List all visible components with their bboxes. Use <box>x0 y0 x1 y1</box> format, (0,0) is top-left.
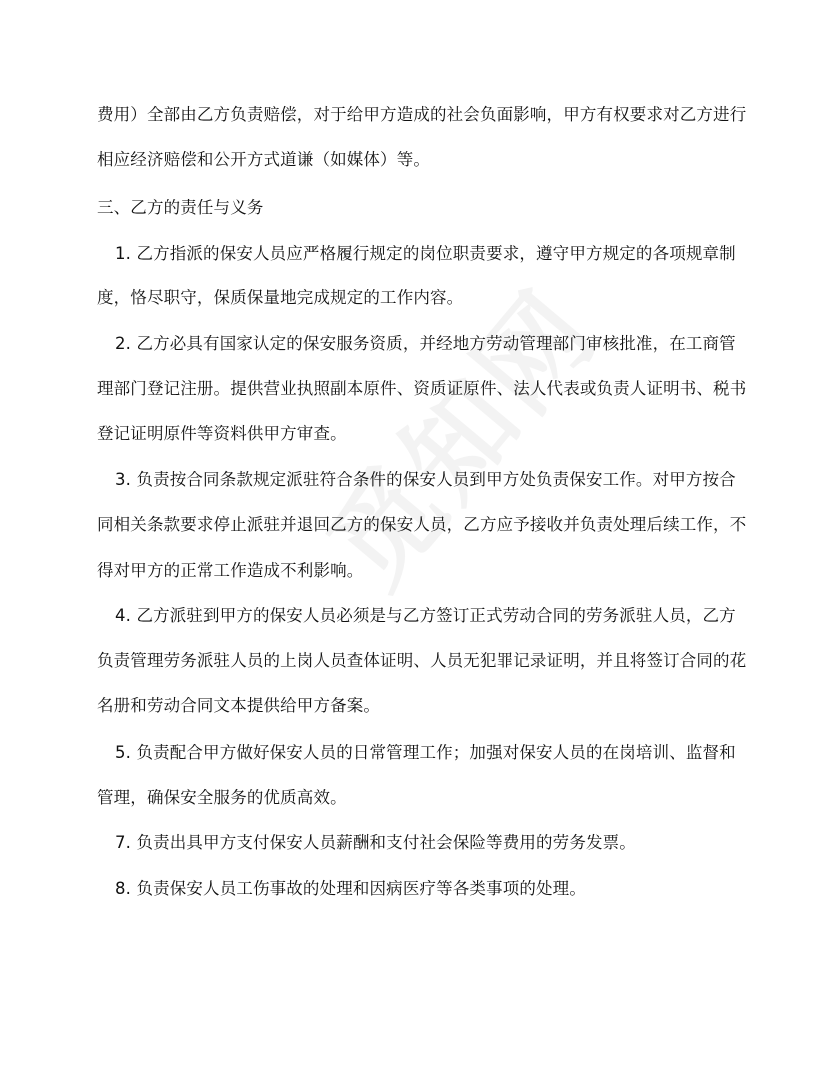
list-item-5-line: 管理，确保安全服务的优质高效。 <box>97 788 347 807</box>
list-item-2-line: 2. 乙方必具有国家认定的保安服务资质，并经地方劳动管理部门审核批准，在工商管 <box>115 334 736 353</box>
list-item-2-line: 理部门登记注册。提供营业执照副本原件、资质证原件、法人代表或负责人证明书、税书 <box>97 379 747 398</box>
list-item-3-line: 同相关条款要求停止派驻并退回乙方的保安人员，乙方应予接收并负责处理后续工作，不 <box>97 515 747 534</box>
list-item-7-line: 7. 负责出具甲方支付保安人员薪酬和支付社会保险等费用的劳务发票。 <box>115 833 636 852</box>
list-item-1-line: 度，恪尽职守，保质保量地完成规定的工作内容。 <box>97 288 464 307</box>
paragraph-line: 相应经济赔偿和公开方式道谦（如媒体）等。 <box>97 150 430 169</box>
list-item-5-line: 5. 负责配合甲方做好保安人员的日常管理工作；加强对保安人员的在岗培训、监督和 <box>115 743 736 762</box>
list-item-8-line: 8. 负责保安人员工伤事故的处理和因病医疗等各类事项的处理。 <box>115 879 586 898</box>
list-item-3-line: 3. 负责按合同条款规定派驻符合条件的保安人员到甲方处负责保安工作。对甲方按合 <box>115 470 736 489</box>
list-item-4-line: 名册和劳动合同文本提供给甲方备案。 <box>97 696 381 715</box>
list-item-4-line: 负责管理劳务派驻人员的上岗人员查体证明、人员无犯罪记录证明，并且将签订合同的花 <box>97 651 747 670</box>
list-item-3-line: 得对甲方的正常工作造成不利影响。 <box>97 561 364 580</box>
list-item-2-line: 登记证明原件等资料供甲方审查。 <box>97 424 347 443</box>
section-heading: 三、乙方的责任与义务 <box>97 198 264 217</box>
paragraph-line: 费用）全部由乙方负责赔偿，对于给甲方造成的社会负面影响，甲方有权要求对乙方进行 <box>97 105 747 124</box>
list-item-1-line: 1. 乙方指派的保安人员应严格履行规定的岗位职责要求，遵守甲方规定的各项规章制 <box>115 244 736 263</box>
list-item-4-line: 4. 乙方派驻到甲方的保安人员必须是与乙方签订正式劳动合同的劳务派驻人员，乙方 <box>115 606 736 625</box>
